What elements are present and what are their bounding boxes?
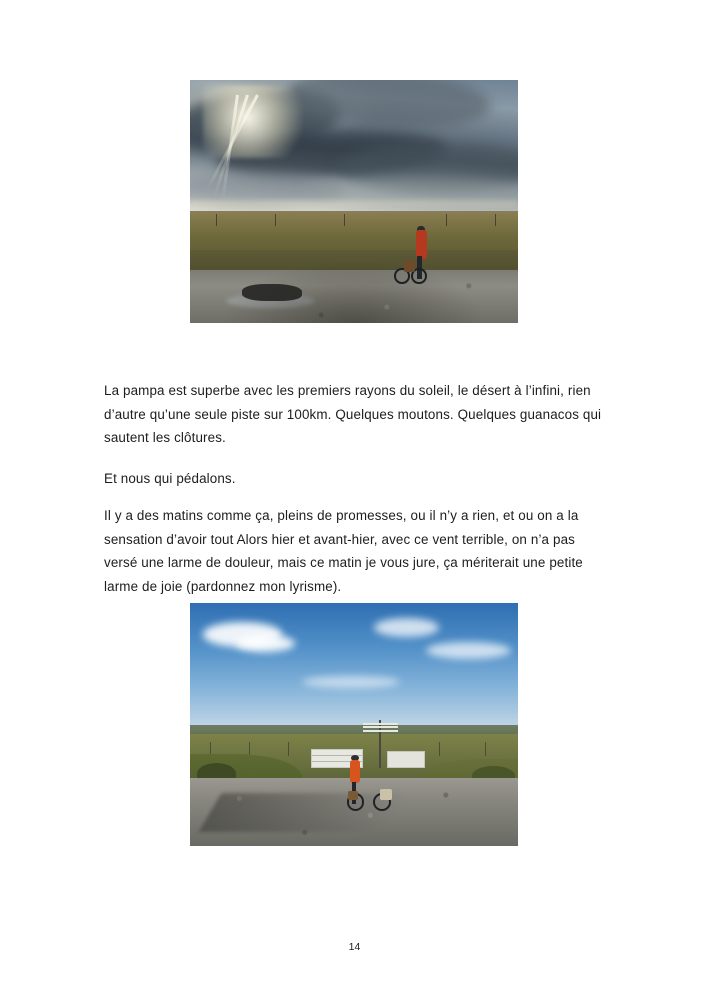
photo-pampa-sunrise: [190, 80, 518, 323]
figure-photo-pampa-gate-signpost: [190, 603, 518, 846]
signpost-arm: [363, 726, 398, 728]
paragraph-1: La pampa est superbe avec les premiers rayons du soleil, le désert à l’infini, rien d’autre qu’une seule piste sur 100km. Quelques moutons. Quelques guanacos qui sautent les clôtures.: [104, 383, 602, 446]
sun-glow: [203, 85, 315, 158]
cloud-shape: [302, 676, 400, 688]
cyclist-jacket: [350, 760, 359, 783]
figure-photo-pampa-sunrise: [190, 80, 518, 323]
cloud-shape: [374, 618, 440, 637]
foreground-shadow: [223, 260, 485, 323]
horizon-light-band: [190, 202, 518, 205]
page-number: 14: [348, 941, 361, 953]
signpost-arm: [363, 730, 398, 732]
fence-post: [485, 742, 486, 757]
cyclist-figure: [341, 759, 400, 817]
cloud-shape: [426, 642, 511, 659]
fence-post: [446, 214, 447, 226]
fence-post: [288, 742, 289, 757]
pannier-bag: [348, 791, 358, 801]
signpost-arm: [363, 723, 398, 725]
fence-post: [344, 214, 345, 226]
pannier-bag: [380, 789, 392, 801]
loaded-bicycle: [346, 782, 392, 811]
fence-post: [216, 214, 217, 226]
paragraph-2: Et nous qui pédalons.: [104, 471, 236, 487]
photo-pampa-gate-signpost: [190, 603, 518, 846]
cloud-shape: [236, 635, 295, 652]
fence-post: [439, 742, 440, 757]
paragraph-3: Il y a des matins comme ça, pleins de promesses, ou il n’y a rien, et ou on a la sensation d’avoir tout Alors hier et avant-hier, avec ce vent terrible, on n’a pas versé une larme de douleur, mais ce matin je vous jure, ça mériterait une petite larme de joie (pardonnez mon lyrisme).: [104, 508, 583, 594]
fence-post: [275, 214, 276, 226]
fence-post: [495, 214, 496, 226]
